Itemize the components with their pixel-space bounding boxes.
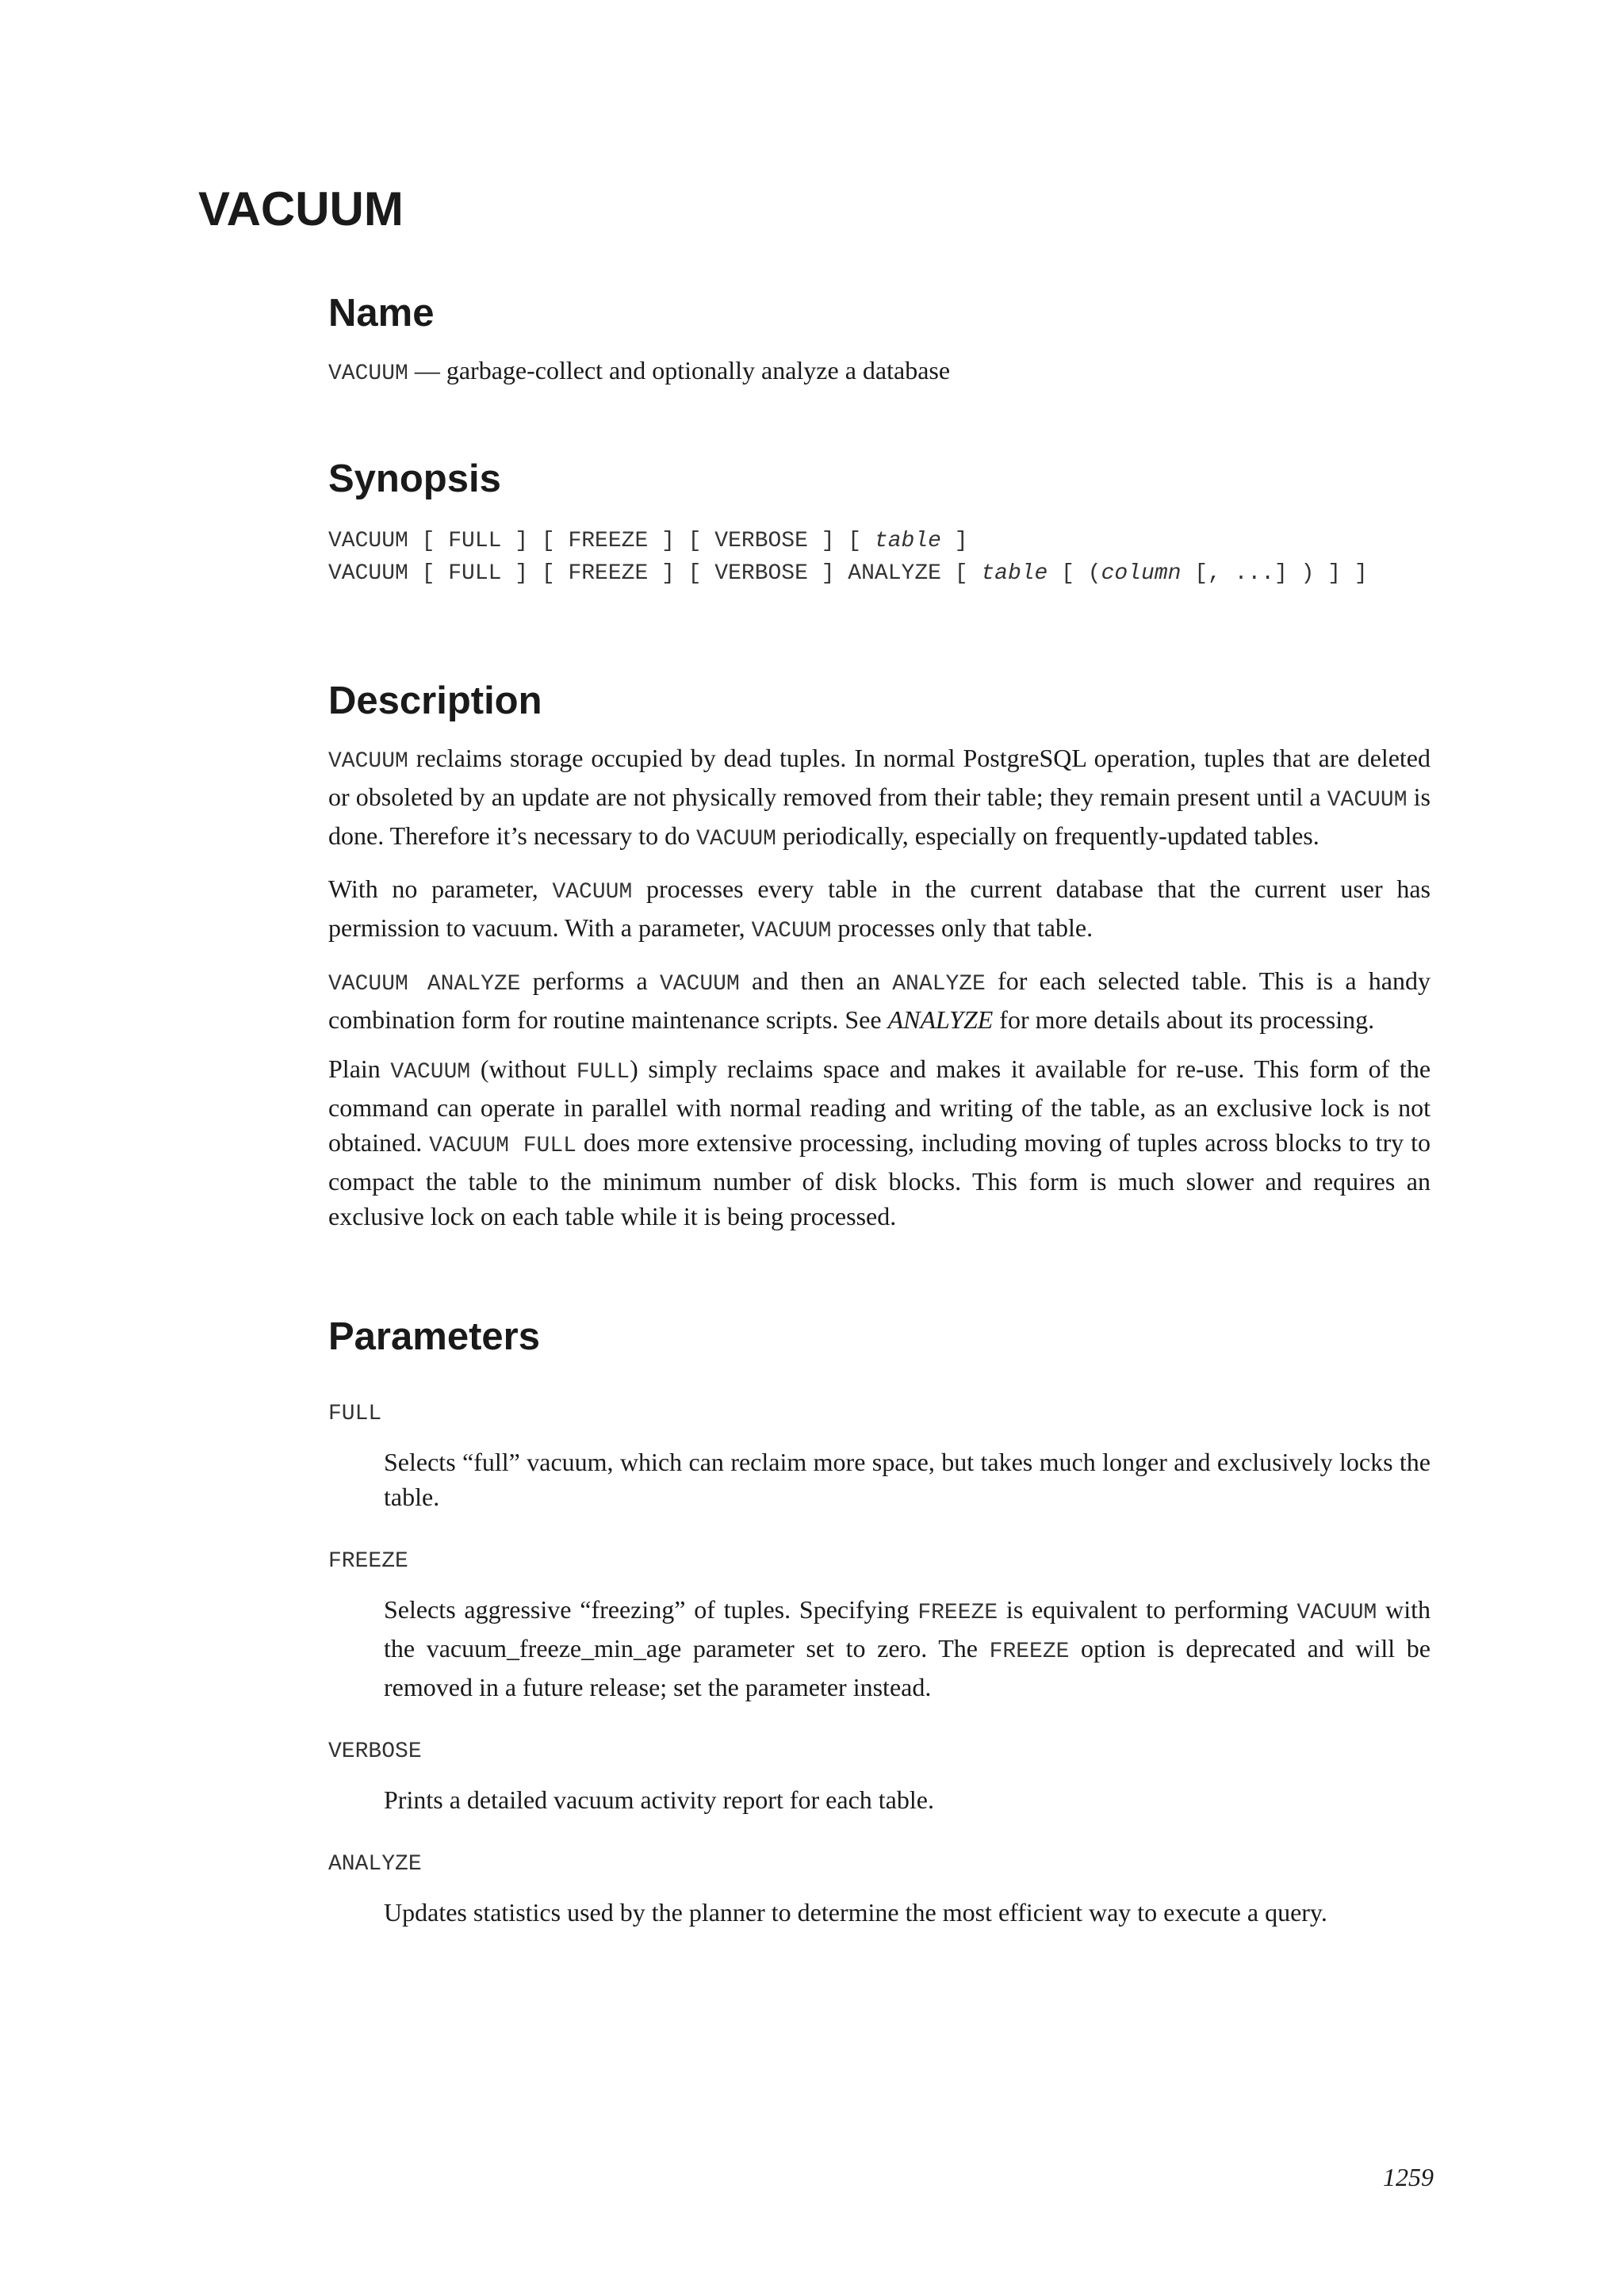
name-heading: Name [328,292,435,335]
param-def-freeze: Selects aggressive “freezing” of tuples. Specifying FREEZE is equivalent to performing VACUUM with the vacuum_freeze_min_age parameter set to zero. The FREEZE option is deprecated and will be removed in a future release; set the parameter instead. [384,1595,1431,1701]
param-term-analyze: ANALYZE [328,1852,422,1877]
name-summary: VACUUM — garbage-collect and optionally analyze a database [328,356,951,386]
description-heading: Description [328,679,542,722]
page-number: 1259 [1383,2163,1434,2191]
description-section [328,677,1431,1234]
synopsis-heading: Synopsis [328,457,501,500]
param-term-full: FULL [328,1402,382,1426]
parameters-heading: Parameters [328,1315,540,1358]
analyze-reference-link[interactable]: ANALYZE [887,1005,994,1034]
synopsis-section [328,455,1431,590]
synopsis-line-1: VACUUM [ FULL ] [ FREEZE ] [ VERBOSE ] [ table ] [328,529,968,553]
name-command: VACUUM [328,362,408,386]
page-title: VACUUM [198,182,404,235]
param-def-verbose: Prints a detailed vacuum activity report for each table. [384,1785,934,1814]
name-section [328,289,1431,392]
description-paragraph-1: VACUUM reclaims storage occupied by dead tuples. In normal PostgreSQL operation, tuples that are deleted or obsoleted by an update are not physically removed from their table; they remain present until a VACUUM is done. Therefore it’s necessary to do VACUUM periodically, especially on frequently-updated tables. [328,744,1431,851]
parameters-section [328,1313,1431,1930]
param-term-verbose: VERBOSE [328,1739,422,1764]
document-body [328,289,1431,2001]
param-def-full: Selects “full” vacuum, which can reclaim more space, but takes much longer and exclusively locks the table. [384,1448,1431,1511]
description-paragraph-4: Plain VACUUM (without FULL) simply reclaims space and makes it available for re-use. This form of the command can operate in parallel with normal reading and writing of the table, as an exclusive lock is not obtained. VACUUM FULL does more extensive processing, including moving of tuples across blocks to try to compact the table to the minimum number of disk blocks. This form is much slower and requires an exclusive lock on each table while it is being processed. [328,1054,1431,1230]
description-paragraph-2: With no parameter, VACUUM processes every table in the current database that the current user has permission to vacuum. With a parameter, VACUUM processes only that table. [328,874,1431,943]
param-def-analyze: Updates statistics used by the planner to determine the most efficient way to execute a query. [384,1898,1327,1927]
param-term-freeze: FREEZE [328,1549,408,1574]
description-paragraph-3: VACUUM ANALYZE performs a VACUUM and then an ANALYZE for each selected table. This is a handy combination form for routine maintenance scripts. See ANALYZE for more details about its processing. [328,966,1431,1034]
synopsis-line-2: VACUUM [ FULL ] [ FREEZE ] [ VERBOSE ] ANALYZE [ table [ (column [, ...] ) ] ] [328,561,1368,586]
